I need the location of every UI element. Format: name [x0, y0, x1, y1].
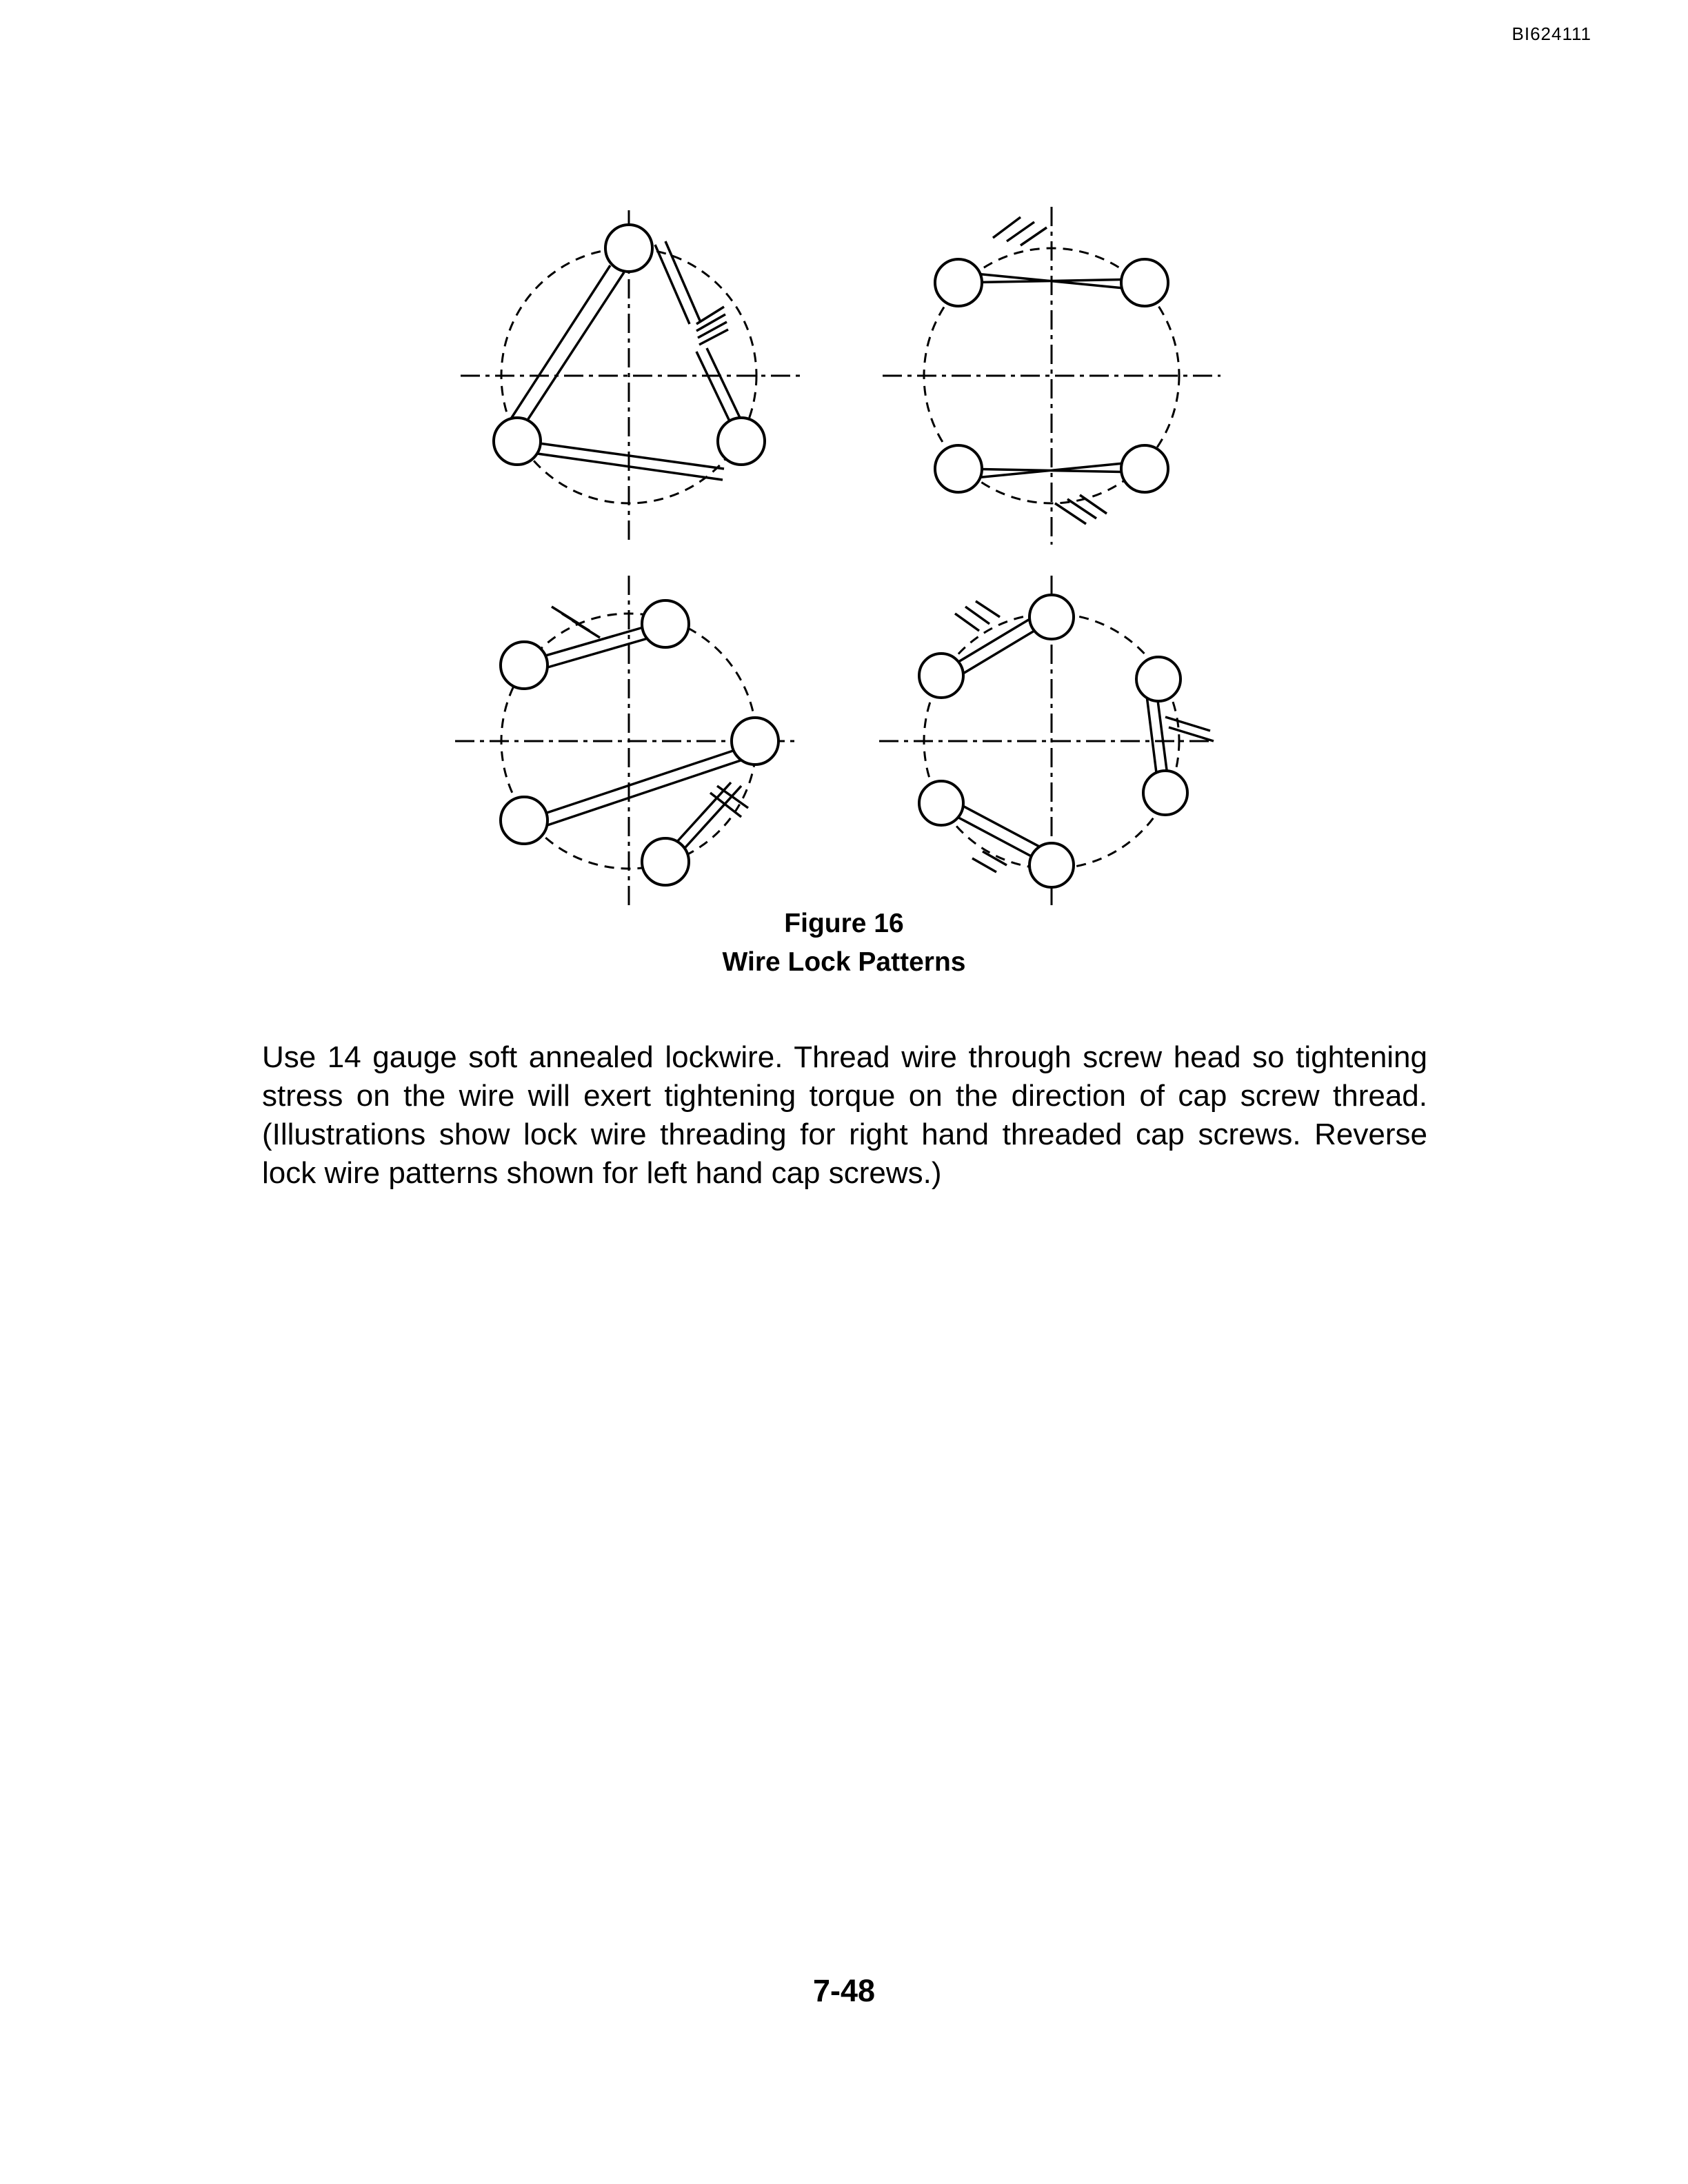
- three-bolt-pattern-diagram: [461, 210, 800, 545]
- four-bolt-pair-pattern-diagram: [883, 207, 1220, 545]
- figure-title: Wire Lock Patterns: [722, 947, 966, 977]
- page-number: 7-48: [812, 1973, 876, 2008]
- body-paragraph: Use 14 gauge soft annealed lockwire. Thread wire through screw head so tightening stress on the wire will exert tightening torque on the direction of cap screw thread. (Illustrations show lock wire threading for right hand threaded cap screws. Reverse lock wire patterns shown for left hand cap screws.): [262, 1040, 1427, 1190]
- five-bolt-pattern-diagram: [879, 576, 1214, 910]
- wire-lock-figure: [0, 0, 1688, 917]
- figure-number: Figure 16: [784, 909, 904, 938]
- four-bolt-pattern-diagram: [455, 576, 800, 910]
- document-id: BI624111: [1511, 23, 1591, 44]
